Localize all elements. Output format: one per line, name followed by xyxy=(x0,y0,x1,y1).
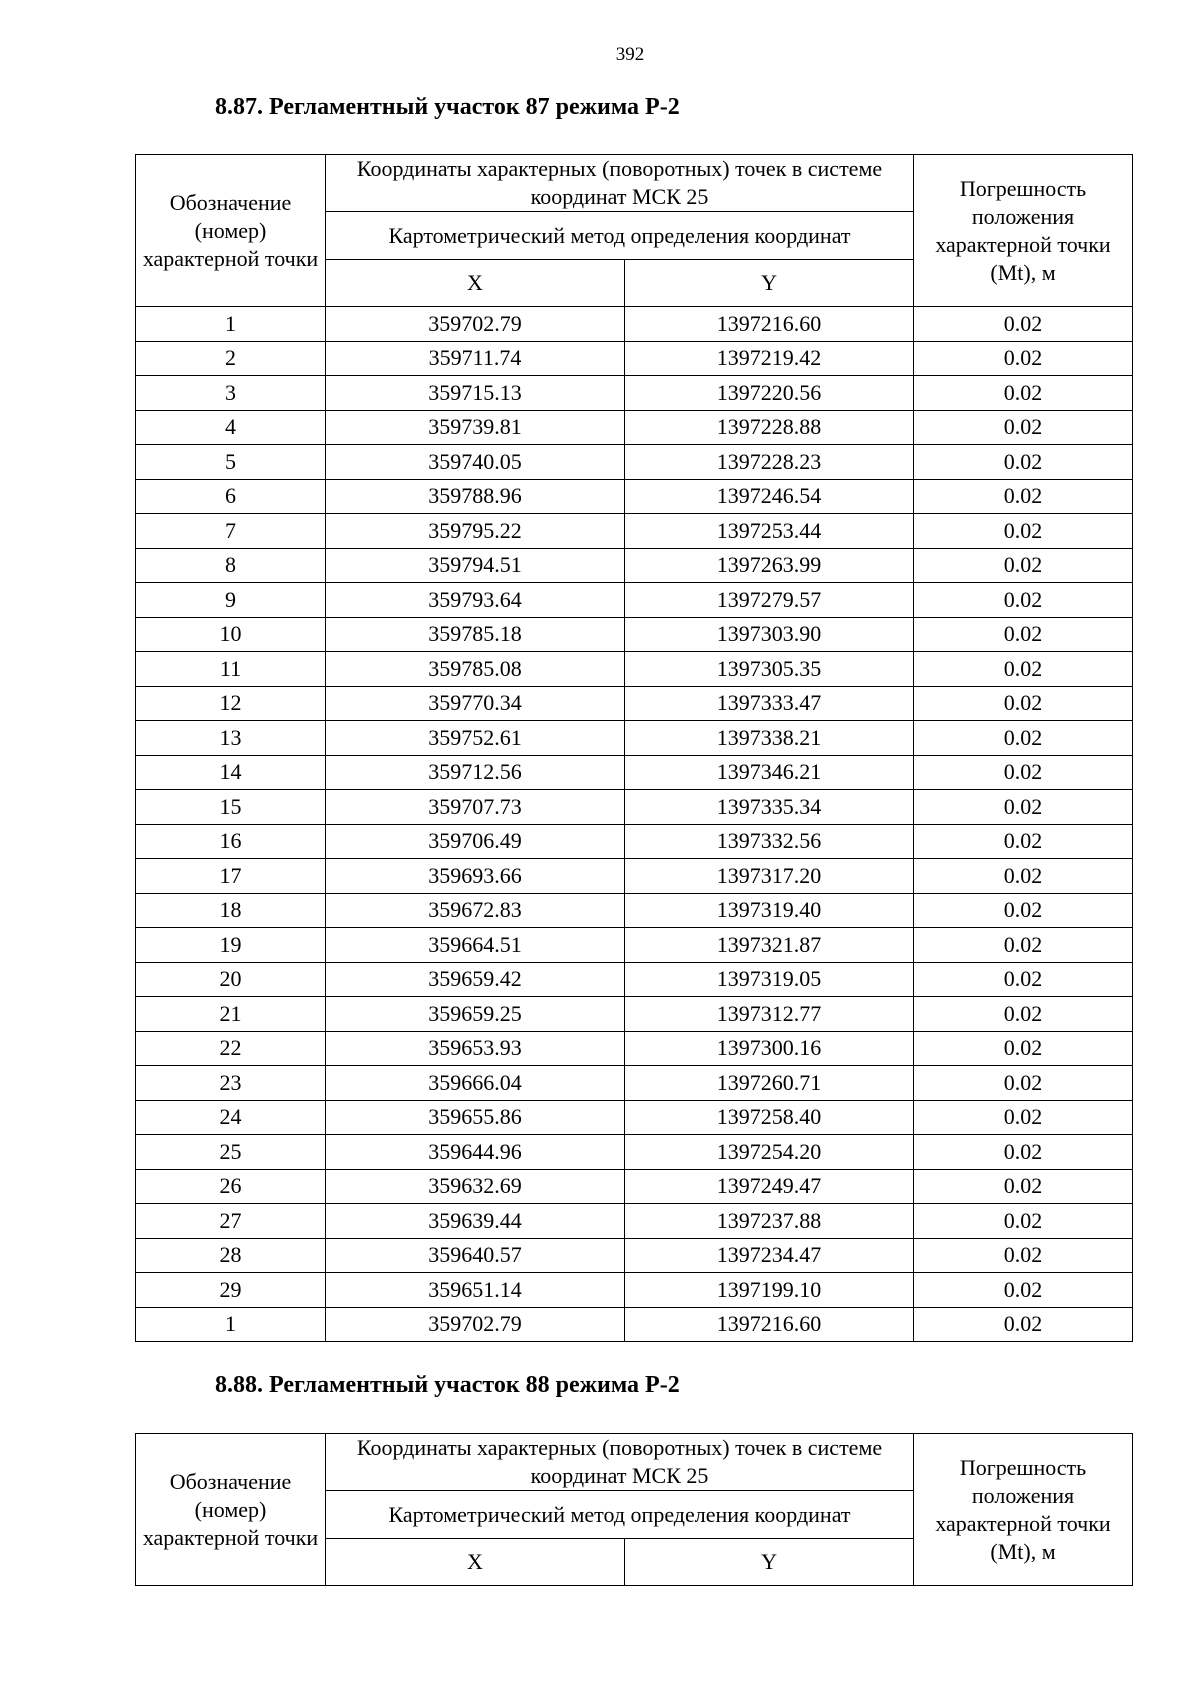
x-coordinate-cell: 359793.64 xyxy=(326,583,625,618)
x-coordinate-cell: 359706.49 xyxy=(326,824,625,859)
error-cell: 0.02 xyxy=(914,1066,1133,1101)
error-cell: 0.02 xyxy=(914,1204,1133,1239)
point-number-cell: 11 xyxy=(136,652,326,687)
table-row xyxy=(136,755,1133,790)
x-coordinate-cell: 359655.86 xyxy=(326,1100,625,1135)
x-coordinate-cell: 359715.13 xyxy=(326,376,625,411)
y-coordinate-cell: 1397216.60 xyxy=(625,1307,914,1342)
y-coordinate-cell: 1397228.88 xyxy=(625,410,914,445)
table-row xyxy=(136,307,1133,342)
header-error: Погрешность положения характерной точки (Mt), м xyxy=(914,155,1133,307)
point-number-cell: 23 xyxy=(136,1066,326,1101)
header-x: X xyxy=(326,1539,625,1586)
point-number-cell: 22 xyxy=(136,1031,326,1066)
error-cell: 0.02 xyxy=(914,1135,1133,1170)
error-cell: 0.02 xyxy=(914,721,1133,756)
x-coordinate-cell: 359659.42 xyxy=(326,962,625,997)
y-coordinate-cell: 1397199.10 xyxy=(625,1273,914,1308)
x-coordinate-cell: 359788.96 xyxy=(326,479,625,514)
table-row xyxy=(136,997,1133,1032)
y-coordinate-cell: 1397279.57 xyxy=(625,583,914,618)
table-row xyxy=(136,962,1133,997)
table-row xyxy=(136,479,1133,514)
x-coordinate-cell: 359712.56 xyxy=(326,755,625,790)
x-coordinate-cell: 359653.93 xyxy=(326,1031,625,1066)
point-number-cell: 5 xyxy=(136,445,326,480)
page-number: 392 xyxy=(615,44,645,65)
table-row xyxy=(136,721,1133,756)
table-row xyxy=(136,548,1133,583)
header-y: Y xyxy=(625,1539,914,1586)
point-number-cell: 28 xyxy=(136,1238,326,1273)
error-cell: 0.02 xyxy=(914,859,1133,894)
header-designation: Обозначение (номер) характерной точки xyxy=(136,1434,326,1586)
point-number-cell: 26 xyxy=(136,1169,326,1204)
x-coordinate-cell: 359702.79 xyxy=(326,1307,625,1342)
error-cell: 0.02 xyxy=(914,376,1133,411)
y-coordinate-cell: 1397219.42 xyxy=(625,341,914,376)
point-number-cell: 25 xyxy=(136,1135,326,1170)
point-number-cell: 21 xyxy=(136,997,326,1032)
y-coordinate-cell: 1397260.71 xyxy=(625,1066,914,1101)
point-number-cell: 6 xyxy=(136,479,326,514)
x-coordinate-cell: 359785.18 xyxy=(326,617,625,652)
y-coordinate-cell: 1397254.20 xyxy=(625,1135,914,1170)
y-coordinate-cell: 1397220.56 xyxy=(625,376,914,411)
table-row xyxy=(136,1031,1133,1066)
point-number-cell: 15 xyxy=(136,790,326,825)
point-number-cell: 1 xyxy=(136,1307,326,1342)
y-coordinate-cell: 1397300.16 xyxy=(625,1031,914,1066)
point-number-cell: 14 xyxy=(136,755,326,790)
error-cell: 0.02 xyxy=(914,583,1133,618)
x-coordinate-cell: 359664.51 xyxy=(326,928,625,963)
table-row xyxy=(136,928,1133,963)
y-coordinate-cell: 1397258.40 xyxy=(625,1100,914,1135)
y-coordinate-cell: 1397246.54 xyxy=(625,479,914,514)
y-coordinate-cell: 1397333.47 xyxy=(625,686,914,721)
point-number-cell: 19 xyxy=(136,928,326,963)
table-body-87 xyxy=(136,307,1133,1342)
point-number-cell: 1 xyxy=(136,307,326,342)
point-number-cell: 18 xyxy=(136,893,326,928)
y-coordinate-cell: 1397319.40 xyxy=(625,893,914,928)
error-cell: 0.02 xyxy=(914,686,1133,721)
y-coordinate-cell: 1397305.35 xyxy=(625,652,914,687)
x-coordinate-cell: 359795.22 xyxy=(326,514,625,549)
y-coordinate-cell: 1397228.23 xyxy=(625,445,914,480)
x-coordinate-cell: 359659.25 xyxy=(326,997,625,1032)
y-coordinate-cell: 1397338.21 xyxy=(625,721,914,756)
y-coordinate-cell: 1397253.44 xyxy=(625,514,914,549)
point-number-cell: 20 xyxy=(136,962,326,997)
error-cell: 0.02 xyxy=(914,341,1133,376)
error-cell: 0.02 xyxy=(914,548,1133,583)
error-cell: 0.02 xyxy=(914,997,1133,1032)
x-coordinate-cell: 359644.96 xyxy=(326,1135,625,1170)
table-row xyxy=(136,1204,1133,1239)
y-coordinate-cell: 1397335.34 xyxy=(625,790,914,825)
coordinates-table-87 xyxy=(135,154,1133,1342)
table-row xyxy=(136,1135,1133,1170)
x-coordinate-cell: 359794.51 xyxy=(326,548,625,583)
table-row xyxy=(136,1238,1133,1273)
table-row xyxy=(136,1273,1133,1308)
table-row xyxy=(136,1307,1133,1342)
table-row xyxy=(136,1066,1133,1101)
point-number-cell: 24 xyxy=(136,1100,326,1135)
table-row xyxy=(136,341,1133,376)
table-row xyxy=(136,583,1133,618)
table-row xyxy=(136,617,1133,652)
table-row xyxy=(136,376,1133,411)
x-coordinate-cell: 359740.05 xyxy=(326,445,625,480)
error-cell: 0.02 xyxy=(914,1031,1133,1066)
point-number-cell: 10 xyxy=(136,617,326,652)
x-coordinate-cell: 359752.61 xyxy=(326,721,625,756)
point-number-cell: 4 xyxy=(136,410,326,445)
table-row xyxy=(136,790,1133,825)
error-cell: 0.02 xyxy=(914,1238,1133,1273)
point-number-cell: 12 xyxy=(136,686,326,721)
point-number-cell: 8 xyxy=(136,548,326,583)
header-error: Погрешность положения характерной точки (Mt), м xyxy=(914,1434,1133,1586)
x-coordinate-cell: 359640.57 xyxy=(326,1238,625,1273)
error-cell: 0.02 xyxy=(914,617,1133,652)
point-number-cell: 7 xyxy=(136,514,326,549)
y-coordinate-cell: 1397249.47 xyxy=(625,1169,914,1204)
point-number-cell: 9 xyxy=(136,583,326,618)
point-number-cell: 13 xyxy=(136,721,326,756)
error-cell: 0.02 xyxy=(914,652,1133,687)
y-coordinate-cell: 1397234.47 xyxy=(625,1238,914,1273)
table-row xyxy=(136,1169,1133,1204)
x-coordinate-cell: 359693.66 xyxy=(326,859,625,894)
y-coordinate-cell: 1397312.77 xyxy=(625,997,914,1032)
table-row xyxy=(136,1100,1133,1135)
point-number-cell: 2 xyxy=(136,341,326,376)
point-number-cell: 17 xyxy=(136,859,326,894)
error-cell: 0.02 xyxy=(914,962,1133,997)
x-coordinate-cell: 359711.74 xyxy=(326,341,625,376)
y-coordinate-cell: 1397321.87 xyxy=(625,928,914,963)
table-row xyxy=(136,893,1133,928)
header-method: Картометрический метод определения координат xyxy=(326,1491,914,1539)
header-x: X xyxy=(326,260,625,307)
error-cell: 0.02 xyxy=(914,1273,1133,1308)
point-number-cell: 16 xyxy=(136,824,326,859)
x-coordinate-cell: 359702.79 xyxy=(326,307,625,342)
y-coordinate-cell: 1397263.99 xyxy=(625,548,914,583)
x-coordinate-cell: 359666.04 xyxy=(326,1066,625,1101)
x-coordinate-cell: 359707.73 xyxy=(326,790,625,825)
error-cell: 0.02 xyxy=(914,824,1133,859)
y-coordinate-cell: 1397346.21 xyxy=(625,755,914,790)
table-row xyxy=(136,686,1133,721)
y-coordinate-cell: 1397319.05 xyxy=(625,962,914,997)
error-cell: 0.02 xyxy=(914,514,1133,549)
y-coordinate-cell: 1397216.60 xyxy=(625,307,914,342)
error-cell: 0.02 xyxy=(914,893,1133,928)
table-row xyxy=(136,859,1133,894)
y-coordinate-cell: 1397317.20 xyxy=(625,859,914,894)
error-cell: 0.02 xyxy=(914,307,1133,342)
table-row xyxy=(136,824,1133,859)
error-cell: 0.02 xyxy=(914,928,1133,963)
error-cell: 0.02 xyxy=(914,755,1133,790)
x-coordinate-cell: 359651.14 xyxy=(326,1273,625,1308)
point-number-cell: 27 xyxy=(136,1204,326,1239)
header-designation: Обозначение (номер) характерной точки xyxy=(136,155,326,307)
error-cell: 0.02 xyxy=(914,790,1133,825)
error-cell: 0.02 xyxy=(914,410,1133,445)
x-coordinate-cell: 359770.34 xyxy=(326,686,625,721)
x-coordinate-cell: 359672.83 xyxy=(326,893,625,928)
header-y: Y xyxy=(625,260,914,307)
x-coordinate-cell: 359785.08 xyxy=(326,652,625,687)
table-row xyxy=(136,445,1133,480)
error-cell: 0.02 xyxy=(914,479,1133,514)
error-cell: 0.02 xyxy=(914,445,1133,480)
header-coordinates: Координаты характерных (поворотных) точек в системе координат МСК 25 xyxy=(326,1434,914,1491)
point-number-cell: 29 xyxy=(136,1273,326,1308)
section-title-88: 8.88. Регламентный участок 88 режима Р-2 xyxy=(215,1372,680,1398)
x-coordinate-cell: 359739.81 xyxy=(326,410,625,445)
y-coordinate-cell: 1397303.90 xyxy=(625,617,914,652)
section-title-87: 8.87. Регламентный участок 87 режима Р-2 xyxy=(215,94,680,120)
point-number-cell: 3 xyxy=(136,376,326,411)
table-row xyxy=(136,410,1133,445)
x-coordinate-cell: 359639.44 xyxy=(326,1204,625,1239)
coordinates-table-88 xyxy=(135,1433,1133,1586)
error-cell: 0.02 xyxy=(914,1307,1133,1342)
error-cell: 0.02 xyxy=(914,1169,1133,1204)
table-row xyxy=(136,652,1133,687)
header-coordinates: Координаты характерных (поворотных) точек в системе координат МСК 25 xyxy=(326,155,914,212)
x-coordinate-cell: 359632.69 xyxy=(326,1169,625,1204)
table-row xyxy=(136,514,1133,549)
y-coordinate-cell: 1397332.56 xyxy=(625,824,914,859)
error-cell: 0.02 xyxy=(914,1100,1133,1135)
y-coordinate-cell: 1397237.88 xyxy=(625,1204,914,1239)
header-method: Картометрический метод определения координат xyxy=(326,212,914,260)
